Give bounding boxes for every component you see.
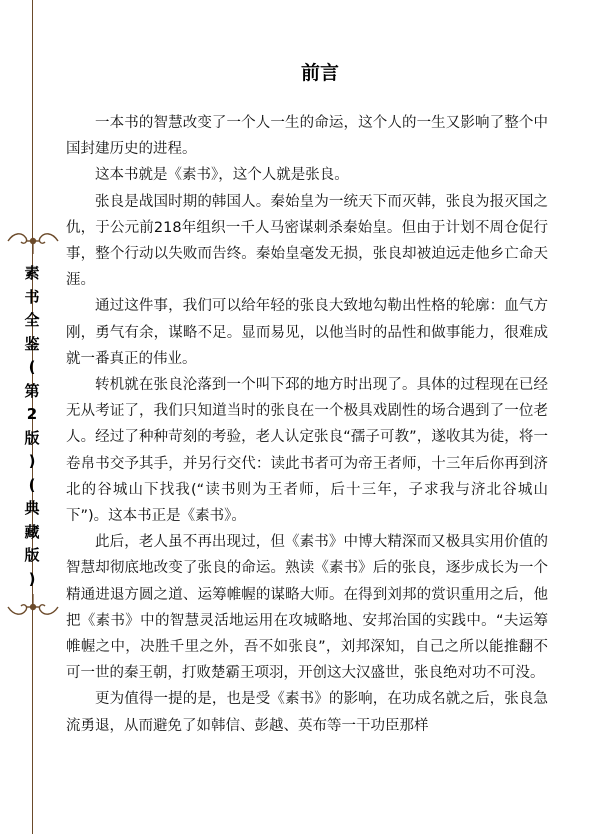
side-title-char: ): [28, 452, 36, 470]
flourish-ornament-top-icon: [6, 228, 60, 254]
paragraph: 此后，老人虽不再出现过，但《素书》中博大精深而又极具实用价值的智慧却彻底地改变了张良的命运。熟读《素书》后的张良，逐步成长为一个精通进退方圆之道、运筹帷幄的谋略大师。在得到刘邦的赏识重用之后，他把《素书》中的智慧灵活地运用在攻城略地、安邦治国的实践中。“夫运筹帷幄之中，决胜千里之外，吾不如张良”，刘邦深知，自己之所以能推翻不可一世的秦王朝，打败楚霸王项羽，开创这大汉盛世，张良绝对功不可没。: [66, 534, 548, 682]
side-title-char: 藏: [24, 522, 40, 541]
paragraph: 张良是战国时期的韩国人。秦始皇为一统天下而灭韩，张良为报灭国之仇，于公元前218年组织一千人马密谋刺杀秦始皇。但由于计划不周仓促行事，整个行动以失败而告终。秦始皇毫发无损，张良却被迫远走他乡亡命天涯。: [66, 193, 548, 289]
side-title-char: 书: [24, 287, 40, 306]
side-title-char: 版: [24, 428, 40, 447]
paragraph: 转机就在张良沦落到一个叫下邳的地方时出现了。具体的过程现在已经无从考证了，我们只知道当时的张良在一个极具戏剧性的场合遇到了一位老人。经过了种种苛刻的考验，老人认定张良“孺子可教”，遂收其为徒，将一卷帛书交予其手，并另行交代：读此书者可为帝王者师，十三年后你再到济北的谷城山下找我(“读书则为王者师，后十三年，子求我与济北谷城山下”)。这本书正是《素书》。: [66, 377, 548, 525]
paragraph: 通过这件事，我们可以给年轻的张良大致地勾勒出性格的轮廓：血气方刚，勇气有余，谋略不足。显而易见，以他当时的品性和做事能力，很难成就一番真正的伟业。: [66, 298, 548, 367]
side-title-char: (: [28, 475, 36, 494]
vertical-book-title: [20, 262, 44, 591]
page-title: 前言: [300, 62, 339, 84]
side-title-char: 2: [26, 405, 38, 423]
side-title-char: ): [28, 569, 36, 588]
flourish-ornament-bottom-icon: [6, 594, 60, 620]
paragraph: 更为值得一提的是，也是受《素书》的影响，在功成名就之后，张良急流勇退，从而避免了如韩信、彭越、英布等一干功臣那样: [66, 691, 548, 734]
side-title-char: 全: [24, 311, 40, 329]
preface-body: [66, 110, 548, 739]
side-title-char: 素: [24, 264, 40, 282]
paragraph: 这本书就是《素书》，这个人就是张良。: [95, 167, 349, 184]
side-title-char: 鉴: [24, 334, 40, 353]
side-title-char: 第: [24, 381, 40, 400]
side-title-char: 典: [24, 499, 40, 517]
paragraph: 一本书的智慧改变了一个人一生的命运，这个人的一生又影响了整个中国封建历史的进程。: [66, 115, 548, 158]
side-title-char: (: [28, 358, 36, 376]
side-title-char: 版: [24, 546, 40, 564]
